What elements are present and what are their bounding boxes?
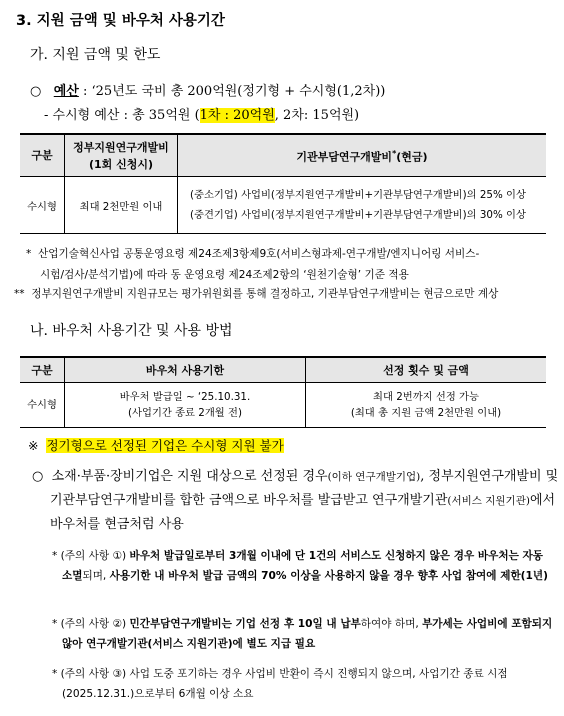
cell-count: 최대 2번까지 선정 가능 (최대 총 지원 금액 2천만원 이내) [350,391,502,419]
budget-line [30,80,385,99]
cell-period: 바우처 발급일 ~ ‘25.10.31. (사업기간 종료 2개월 전) [65,383,306,428]
bullet-circle: ○ [30,84,42,99]
voucher-description: ○ 소재·부품·장비기업은 지원 대상으로 선정된 경우(이하 연구개발기업), 정부지원연구개발비 및 기관부담연구개발비를 합한 금액으로 바우처를 발급받고 연구개발기관(서비스 지원기관)에서 바우처를 현금처럼 사용 [32,469,559,532]
ondemand-budget-line [44,104,359,123]
ondemand-highlight: 1차 : 20억원 [199,108,275,123]
bullet-circle: ○ [32,469,44,484]
caution-note-2: * (주의 사항 ②) 민간부담연구개발비는 기업 선정 후 10일 내 납부하여야 하며, 부가세는 사업비에 포함되지 않아 연구개발기관(서비스 지원기관)에 별도 지급 필요 [52,618,553,650]
ondemand-prefix: - 수시형 예산 : 총 35억원 ( [44,108,200,123]
header-type: 구분 [20,134,65,177]
header-inst-fund: 기관부담연구개발비*(현금) [178,134,547,177]
subsection-title-b: 나. 바우처 사용기간 및 사용 방법 [30,323,233,339]
header-period: 바우처 사용기한 [65,357,306,383]
table-row [20,177,546,234]
budget-label: 예산 [53,84,79,99]
cell-type: 수시형 [20,383,65,428]
reference-mark: ※ [28,438,39,453]
cell-type: 수시형 [20,177,65,234]
subsection-title-a: 가. 지원 금액 및 한도 [30,47,161,63]
header-count: 선정 횟수 및 금액 [306,357,547,383]
warning-highlight: 정기형으로 선정된 기업은 수시형 지원 불가 [46,438,284,453]
caution-note-1: * (주의 사항 ①) 바우처 발급일로부터 3개월 이내에 단 1건의 서비스도 신청하지 않은 경우 바우처는 자동 소멸되며, 사용기한 내 바우처 발급 금액의 70% 이상을 사용하지 않을 경우 향후 사업 참여에 제한(1년) [52,550,548,582]
cell-gov-fund: 최대 2천만원 이내 [65,177,178,234]
support-amount-table [20,133,546,234]
header-gov-fund: 정부지원연구개발비 (1회 신청시) [65,134,178,177]
footnote-2: ** 정부지원연구개발비 지원규모는 평가위원회를 통해 결정하고, 기관부담연구개발비는 현금으로만 계상 [14,288,499,300]
header-type: 구분 [20,357,65,383]
section-title: 3. 지원 금액 및 바우처 사용기간 [16,13,225,29]
warning-line [28,436,284,454]
cell-inst-fund: (중소기업) 사업비(정부지원연구개발비+기관부담연구개발비)의 25% 이상 (중견기업) 사업비(정부지원연구개발비+기관부담연구개발비)의 30% 이상 [190,189,526,221]
ondemand-suffix: , 2차: 15억원) [274,108,360,123]
table-header-row [20,357,546,383]
caution-note-3: * (주의 사항 ③) 사업 도중 포기하는 경우 사업비 반환이 즉시 진행되지 않으며, 사업기간 종료 시점(2025.12.31.)으로부터 6개월 이상 소요 [52,668,508,700]
voucher-period-table [20,356,546,428]
table-row [20,383,546,428]
budget-text: : ‘25년도 국비 총 200억원(정기형 + 수시형(1,2차)) [78,84,386,99]
table-header-row [20,134,546,177]
footnote-1: * 산업기술혁신사업 공통운영요령 제24조제3항제9호(서비스형과제-연구개발/엔지니어링 서비스- 시험/검사/분석기법)에 따라 동 운영요령 제24조제2항의 ‘원천기술형’ 기준 적용 [26,248,480,281]
